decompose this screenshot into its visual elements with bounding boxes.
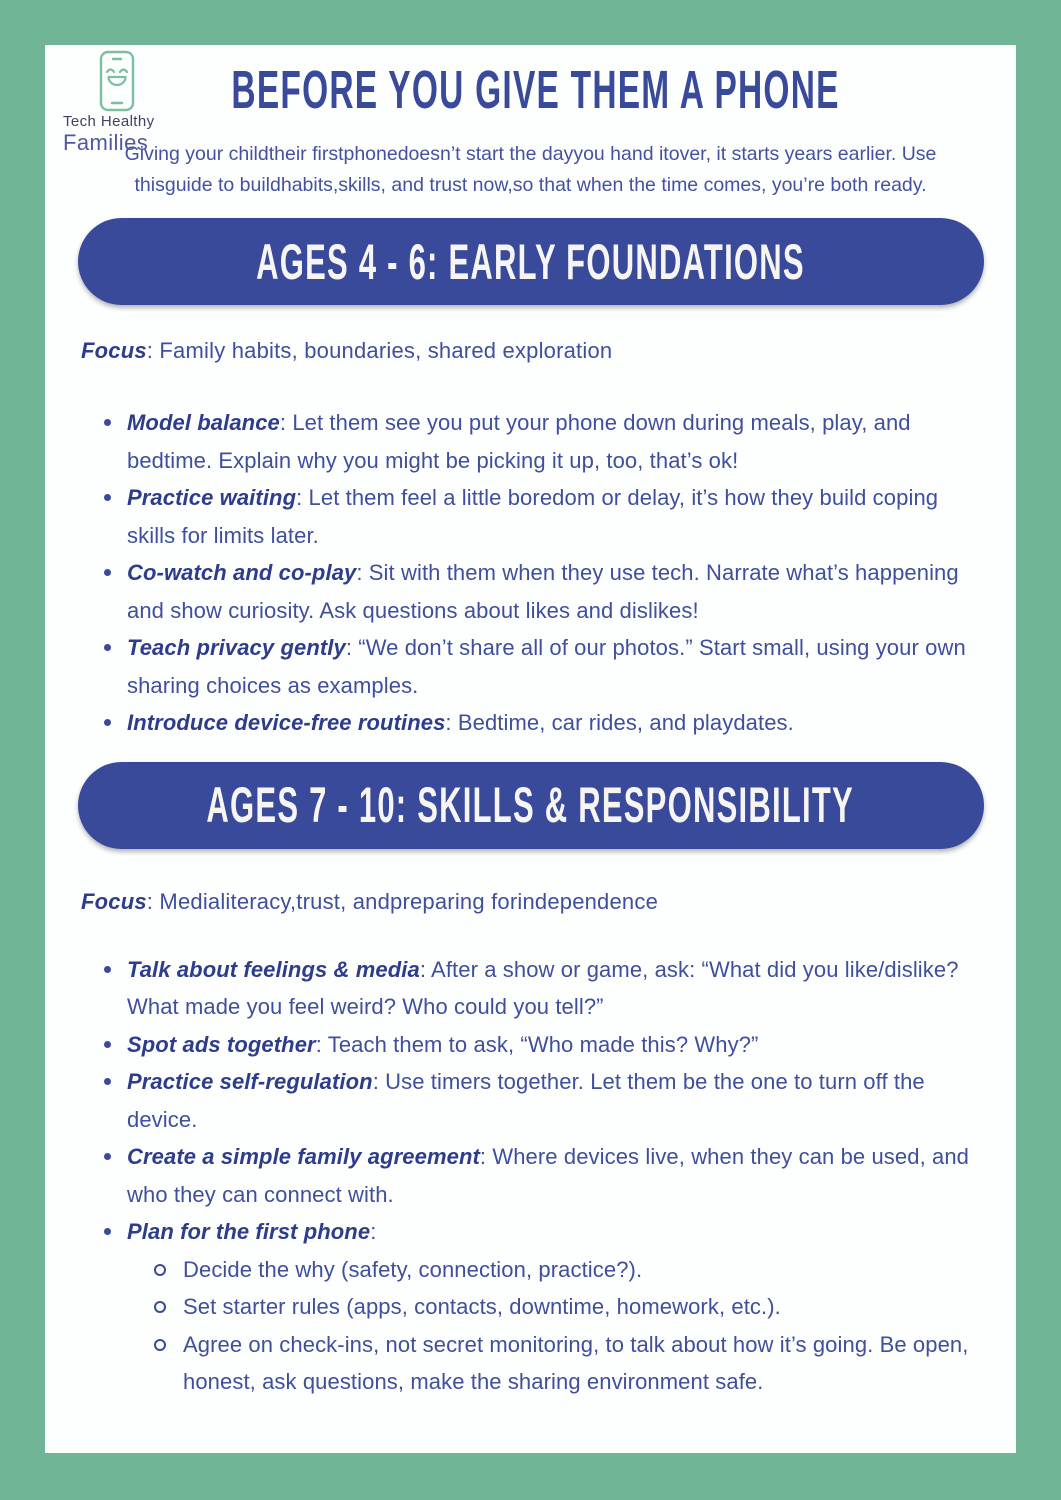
bullet-lead: Model balance xyxy=(127,410,280,435)
bullet-list-ages-4-6 xyxy=(103,404,975,742)
bullet-text: : Let them feel a little boredom or delay, it’s how they build coping skills for limits later. xyxy=(127,485,939,548)
section-banner-text: AGES 7 - 10: SKILLS & RESPONSIBILITY xyxy=(206,777,855,833)
focus-line-ages-7-10 xyxy=(81,889,1016,915)
sub-bullet-text: Agree on check-ins, not secret monitoring, to talk about how it’s going. Be open, honest, ask questions, make the sharing environment safe. xyxy=(183,1331,969,1394)
bullet-lead: Create a simple family agreement xyxy=(127,1144,480,1169)
focus-text: : Medialiteracy,trust, andpreparing forindependence xyxy=(146,888,659,914)
section-banner-ages-4-6 xyxy=(78,218,984,305)
focus-text: : Family habits, boundaries, shared exploration xyxy=(146,338,613,363)
list-item xyxy=(103,404,975,479)
section-banner-ages-7-10 xyxy=(78,762,984,849)
list-item xyxy=(103,629,975,704)
list-item xyxy=(103,1138,975,1213)
bullet-text: : xyxy=(370,1219,377,1244)
bullet-text: : Use timers together. Let them be the one to turn off the device. xyxy=(127,1069,925,1132)
bullet-text: : Bedtime, car rides, and playdates. xyxy=(445,710,794,735)
focus-label: Focus xyxy=(81,338,147,363)
sub-bullet-text: Set starter rules (apps, contacts, downtime, homework, etc.). xyxy=(183,1294,781,1319)
sub-list-item xyxy=(151,1326,975,1401)
sub-bullet-text: Decide the why (safety, connection, practice?). xyxy=(183,1256,643,1282)
list-item xyxy=(103,1063,975,1138)
page-title-text: BEFORE YOU GIVE THEM A PHONE xyxy=(231,60,840,120)
bullet-lead: Talk about feelings & media xyxy=(127,956,420,982)
bullet-lead: Practice self-regulation xyxy=(127,1069,373,1094)
bullet-text: : Sit with them when they use tech. Narrate what’s happening and show curiosity. Ask questions about likes and dislikes! xyxy=(127,560,959,623)
list-item xyxy=(103,951,975,1026)
smiling-phone-icon xyxy=(95,50,139,112)
sub-list-item xyxy=(151,1251,975,1289)
bullet-text: : Let them see you put your phone down during meals, play, and bedtime. Explain why you might be picking it up, too, that’s ok! xyxy=(127,410,911,473)
bullet-text: : Where devices live, when they can be used, and who they can connect with. xyxy=(127,1144,970,1207)
sub-bullet-list xyxy=(151,1251,975,1401)
list-item xyxy=(103,554,975,629)
list-item xyxy=(103,1213,975,1401)
bullet-text: : Teach them to ask, “Who made this? Why?” xyxy=(315,1031,759,1057)
bullet-lead: Plan for the first phone xyxy=(127,1219,371,1244)
brand-logo xyxy=(63,50,203,156)
bullet-lead: Teach privacy gently xyxy=(127,635,346,660)
section-banner-text: AGES 4 - 6: EARLY FOUNDATIONS xyxy=(256,233,805,290)
focus-line-ages-4-6 xyxy=(81,338,1016,364)
bullet-lead: Co-watch and co-play xyxy=(127,560,357,585)
brand-name-line2: Families xyxy=(63,130,149,155)
content-card xyxy=(45,45,1016,1453)
bullet-text: : “We don’t share all of our photos.” Start small, using your own sharing choices as examples. xyxy=(127,635,966,698)
brand-name-line1: Tech Healthy xyxy=(63,113,155,130)
list-item xyxy=(103,1026,975,1064)
bullet-list-ages-7-10 xyxy=(103,951,975,1401)
list-item xyxy=(103,704,975,742)
list-item xyxy=(103,479,975,554)
bullet-lead: Introduce device-free routines xyxy=(127,710,446,735)
focus-label: Focus xyxy=(81,888,147,914)
bullet-lead: Practice waiting xyxy=(127,485,297,510)
sub-list-item xyxy=(151,1288,975,1326)
bullet-text: : After a show or game, ask: “What did you like/dislike? What made you feel weird? Who could you tell?” xyxy=(127,956,959,1019)
intro-paragraph: Giving your childtheir firstphonedoesn’t start the dayyou hand itover, it starts years earlier. Use thisguide to buildhabits,skills, and trust now,so that when the time comes, you’re both ready. xyxy=(124,143,937,196)
bullet-lead: Spot ads together xyxy=(127,1031,316,1057)
